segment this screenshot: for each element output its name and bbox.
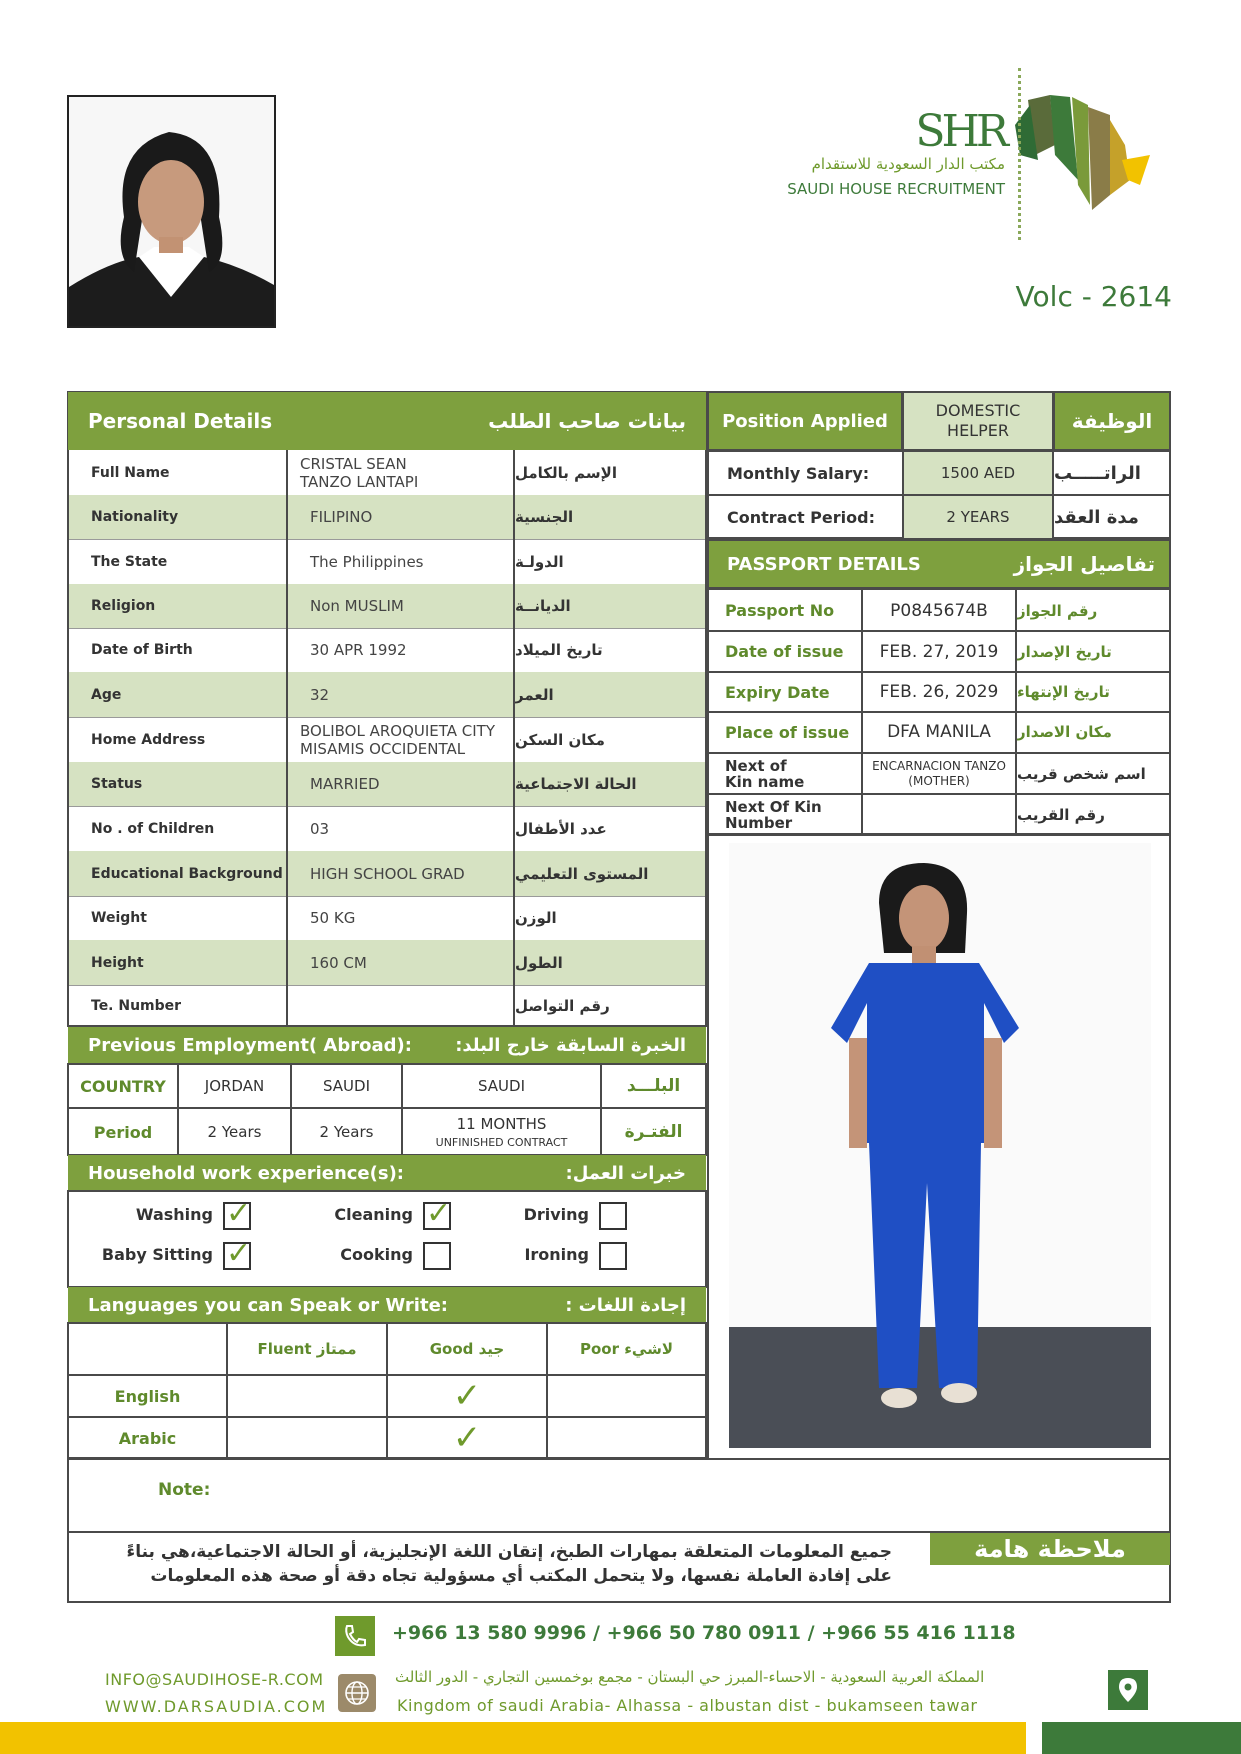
contract-label-ar: مدة العقد	[1054, 506, 1139, 528]
household-label: Baby Sitting	[101, 1245, 213, 1264]
passport-title-en: PASSPORT DETAILS	[727, 553, 921, 575]
passport-label: Date of issue	[725, 642, 844, 661]
position-applied-label: Position Applied	[707, 391, 903, 451]
languages-title-ar: إجادة اللغات :	[565, 1294, 686, 1316]
personal-label-ar: عدد الأطفال	[515, 819, 607, 838]
full-body-photo	[729, 843, 1151, 1448]
salary-label-ar: الراتـــــب	[1054, 462, 1141, 484]
footer-green-bar	[1042, 1722, 1241, 1754]
personal-label: Height	[91, 954, 144, 971]
household-label: Cleaning	[334, 1205, 413, 1224]
location-pin-icon	[1108, 1670, 1148, 1710]
employment-period-label-ar: الفتـرة	[624, 1122, 683, 1142]
personal-value-line: 50 KG	[310, 909, 356, 927]
employment-country-2: SAUDI	[322, 1077, 370, 1095]
personal-label-ar: الإسم بالكامل	[515, 463, 617, 482]
personal-label-ar: رقم التواصل	[515, 997, 610, 1015]
personal-value	[288, 851, 513, 896]
household-label: Washing	[135, 1205, 213, 1224]
personal-value-line: FILIPINO	[310, 508, 373, 526]
personal-label: Weight	[91, 910, 147, 926]
passport-title-ar: تفاصيل الجواز	[1013, 552, 1155, 576]
note-box	[67, 1458, 1171, 1533]
personal-label: Educational Background	[91, 865, 283, 882]
personal-label-ar: العمر	[515, 685, 554, 704]
globe-icon	[338, 1674, 376, 1712]
personal-value	[288, 672, 513, 717]
languages-header	[68, 1287, 706, 1323]
personal-label-ar: تاريخ الميلاد	[515, 641, 603, 659]
employment-country-label: COUNTRY	[80, 1076, 166, 1096]
personal-label: Date of Birth	[91, 642, 193, 658]
employment-title-ar: الخبرة السابقة خارج البلد:	[455, 1035, 686, 1056]
salary-value: 1500 AED	[904, 452, 1052, 494]
personal-value-line: Non MUSLIM	[310, 597, 404, 615]
kin-name-label-2: Kin name	[725, 772, 805, 791]
household-checkbox[interactable]	[423, 1242, 451, 1270]
personal-col-divider-2	[513, 450, 515, 1028]
personal-value	[288, 628, 513, 672]
passport-label-ar: مكان الاصدار	[1017, 723, 1112, 741]
personal-label: Status	[91, 776, 143, 792]
kin-name-label-1: Next of	[725, 756, 787, 775]
personal-value-line: 32	[310, 685, 330, 704]
personal-value-line: 30 APR 1992	[310, 641, 407, 659]
passport-label: Place of issue	[725, 722, 850, 742]
reference-code: Volc - 2614	[1015, 280, 1172, 313]
passport-value: P0845674B	[890, 600, 988, 621]
employment-period-note: UNFINISHED CONTRACT	[435, 1136, 568, 1149]
kin-number-label	[709, 795, 861, 834]
kin-number-label-1: Next Of Kin	[725, 797, 822, 816]
passport-label: Expiry Date	[725, 682, 830, 702]
personal-label: Home Address	[91, 731, 206, 748]
personal-label-ar: الطول	[515, 953, 563, 972]
position-value-line2: HELPER	[947, 421, 1009, 440]
headshot-photo	[67, 95, 276, 328]
personal-value-line: 03	[310, 819, 330, 838]
passport-label: Passport No	[725, 601, 835, 620]
personal-details-header	[68, 392, 706, 450]
lang-row-english: English	[114, 1386, 181, 1406]
passport-value: DFA MANILA	[887, 722, 991, 742]
personal-label: Age	[91, 686, 122, 703]
household-title-ar: خبرات العمل:	[565, 1162, 686, 1184]
kin-name-label	[709, 754, 861, 793]
personal-value-line: MISAMIS OCCIDENTAL	[300, 739, 466, 758]
passport-label-ar: تاريخ الإنتهاء	[1017, 683, 1110, 701]
check-icon-arabic-good: ✓	[452, 1418, 482, 1458]
household-checkbox[interactable]	[599, 1242, 627, 1270]
position-applied-value	[902, 391, 1054, 451]
personal-value	[288, 762, 513, 806]
personal-value	[288, 450, 513, 495]
brand-logo	[1010, 85, 1180, 225]
personal-value	[288, 539, 513, 584]
household-checkbox[interactable]	[223, 1236, 252, 1271]
note-label: Note:	[158, 1480, 211, 1500]
check-icon-english-good: ✓	[452, 1376, 482, 1416]
employment-period-3-value: 11 MONTHS	[456, 1115, 547, 1133]
address-en: Kingdom of saudi Arabia- Alhassa - albustan dist - bukamseen tawar	[397, 1696, 978, 1715]
logo-divider	[1018, 68, 1021, 240]
brand-name-en: SAUDI HOUSE RECRUITMENT	[787, 180, 1005, 198]
check-icon: ✓	[226, 1236, 252, 1271]
lang-row-arabic: Arabic	[118, 1428, 177, 1448]
personal-label: Full Name	[91, 464, 170, 481]
personal-label-ar: الدولـة	[515, 552, 564, 571]
personal-value-line: BOLIBOL AROQUIETA CITY	[300, 721, 495, 740]
household-checkbox[interactable]	[223, 1196, 252, 1231]
employment-header	[68, 1027, 706, 1064]
household-label: Cooking	[340, 1245, 413, 1264]
personal-value-line: CRISTAL SEAN	[300, 454, 407, 473]
footer-yellow-bar	[0, 1722, 1026, 1754]
employment-country-3: SAUDI	[477, 1077, 525, 1095]
personal-label: Te. Number	[91, 998, 182, 1014]
personal-title-en: Personal Details	[88, 409, 273, 433]
lang-header-fluent: Fluent ممتاز	[257, 1340, 357, 1358]
personal-label-ar: المستوى التعليمي	[515, 864, 649, 883]
phone-numbers: +966 13 580 9996 / +966 50 780 0911 / +966 55 416 1118	[392, 1622, 1016, 1644]
email-text: INFO@SAUDIHOSE-R.COM	[105, 1670, 324, 1689]
personal-value-line: HIGH SCHOOL GRAD	[310, 864, 465, 883]
disclaimer-line-1: جميع المعلومات المتعلقة بمهارات الطبخ، إتقان اللغة الإنجليزية، أو الحالة الاجتماعية،هي بناءً	[126, 1542, 892, 1562]
household-title-en: Household work experience(s):	[88, 1162, 405, 1184]
personal-label-ar: الحالة الاجتماعية	[515, 775, 637, 793]
personal-label-ar: الديانــة	[515, 597, 571, 615]
kin-name-label-ar: اسم شخص قريب	[1017, 764, 1146, 783]
household-checkbox[interactable]	[423, 1196, 452, 1231]
personal-value-line: The Philippines	[310, 552, 424, 571]
employment-period-label: Period	[93, 1122, 153, 1142]
personal-value	[288, 896, 513, 940]
personal-label: The State	[91, 553, 168, 570]
personal-label: Religion	[91, 598, 156, 614]
personal-value	[288, 940, 513, 985]
personal-label: No . of Children	[91, 820, 215, 837]
personal-value	[288, 584, 513, 628]
passport-header	[707, 539, 1171, 589]
kin-name-value	[863, 754, 1015, 793]
personal-label: Nationality	[91, 509, 179, 525]
personal-value	[288, 806, 513, 851]
employment-title-en: Previous Employment( Abroad):	[88, 1035, 412, 1056]
contract-value: 2 YEARS	[904, 496, 1052, 538]
kin-number-label-2: Number	[725, 813, 793, 832]
personal-value	[288, 985, 513, 1027]
disclaimer-line-2: على إفادة العاملة نفسها، ولا يتحمل المكتب أي مسؤولية تجاه دقة أو صحة هذه المعلومات	[150, 1566, 892, 1586]
kin-name-value-2: (MOTHER)	[908, 773, 970, 788]
household-header	[68, 1155, 706, 1191]
personal-value-line: TANZO LANTAPI	[300, 472, 419, 491]
personal-value	[288, 717, 513, 762]
personal-col-divider-1	[286, 450, 288, 1028]
household-label: Ironing	[524, 1245, 589, 1264]
contract-label: Contract Period:	[727, 507, 875, 527]
position-applied-label-ar: الوظيفة	[1053, 391, 1171, 451]
website-text: WWW.DARSAUDIA.COM	[105, 1697, 328, 1716]
salary-label: Monthly Salary:	[727, 463, 870, 483]
personal-title-ar: بيانات صاحب الطلب	[488, 409, 686, 433]
languages-title-en: Languages you can Speak or Write:	[88, 1294, 448, 1316]
passport-label-ar: تاريخ الإصدار	[1017, 642, 1112, 661]
check-icon: ✓	[226, 1196, 252, 1231]
employment-country-1: JORDAN	[204, 1077, 265, 1095]
check-icon: ✓	[426, 1196, 452, 1231]
personal-label-ar: الجنسية	[515, 508, 574, 526]
personal-label-ar: الوزن	[515, 909, 557, 927]
employment-period-1: 2 Years	[207, 1123, 262, 1141]
address-ar: المملكة العربية السعودية - الاحساء-المبرز حي البستان - مجمع بوخمسين التجاري - الدور الثالث	[395, 1668, 985, 1686]
personal-value	[288, 495, 513, 539]
personal-label-ar: مكان السكن	[515, 730, 605, 749]
passport-label-ar: رقم الجواز	[1017, 601, 1098, 620]
personal-value-line: 160 CM	[310, 953, 367, 972]
employment-country-label-ar: البلـــد	[626, 1076, 681, 1096]
kin-number-label-ar: رقم القريب	[1017, 805, 1105, 824]
household-checkbox[interactable]	[599, 1202, 627, 1230]
passport-value: FEB. 26, 2029	[879, 682, 999, 702]
passport-value: FEB. 27, 2019	[879, 641, 999, 662]
brand-mark: SHR	[915, 106, 1005, 157]
kin-name-value-1: ENCARNACION TANZO	[872, 758, 1006, 773]
lang-header-good: Good جيد	[429, 1340, 505, 1358]
position-value-line1: DOMESTIC	[935, 401, 1021, 420]
important-note-badge: ملاحظة هامة	[930, 1533, 1170, 1565]
employment-period-2: 2 Years	[319, 1123, 374, 1141]
lang-header-poor: Poor لاشيء	[580, 1340, 673, 1358]
brand-name-ar: مكتب الدار السعودية للاستقدام	[811, 155, 1005, 173]
phone-icon	[335, 1616, 375, 1656]
kin-number-value	[863, 795, 1015, 834]
personal-value-line: MARRIED	[310, 775, 380, 793]
employment-period-3	[403, 1109, 600, 1155]
household-label: Driving	[523, 1205, 589, 1224]
